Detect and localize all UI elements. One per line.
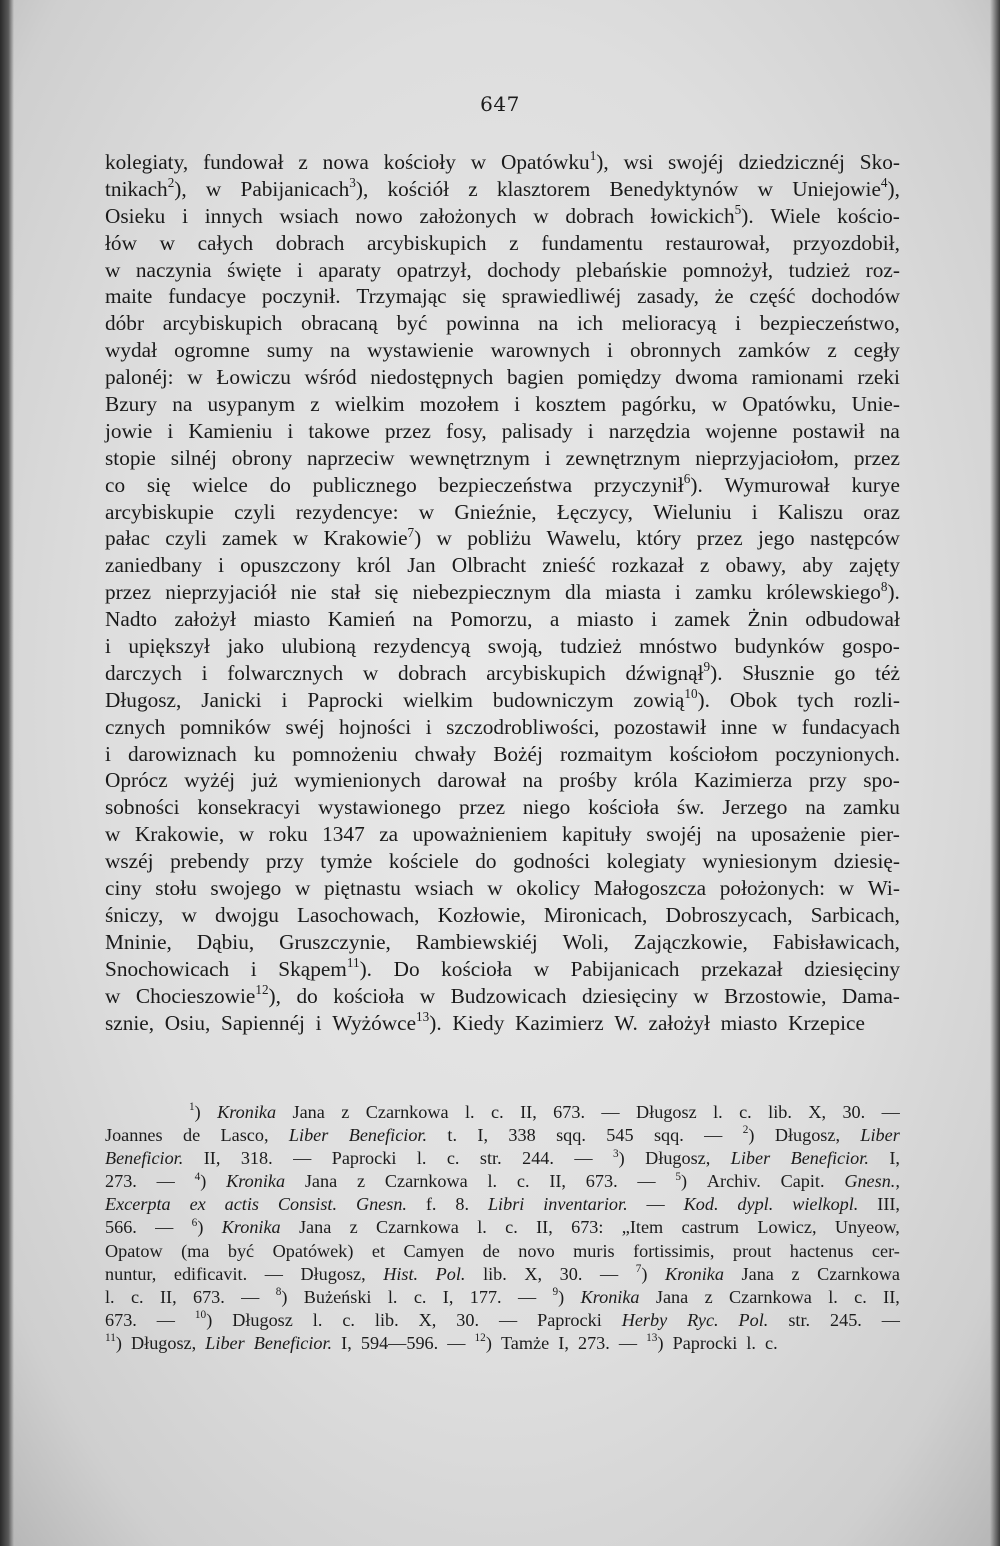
footnote-line: l. c. II, 673. — $^8$) Bużeński l. c. I, 177. — $^9$) Kronika Jana z Czarnkowa l. c. II, bbox=[105, 1286, 900, 1307]
text-line: zaniedbany i opuszczony król Jan Olbracht znieść rozkazał z obawy, aby zajęty bbox=[105, 553, 900, 578]
text-line: wydał ogromne sumy na wystawienie warownych i obronnych zamków z cegły bbox=[105, 338, 900, 363]
footnotes-block bbox=[105, 1101, 900, 1355]
footnote-line: nuntur, edificavit. — Długosz, Hist. Pol. lib. X, 30. — $^7$) Kronika Jana z Czarnkowa bbox=[105, 1263, 900, 1284]
text-line: pałac czyli zamek w Krakowie$^7$) w pobliżu Wawelu, który przez jego następców bbox=[105, 524, 900, 551]
text-line: i upiększył jako ulubioną rezydencyą swoją, tudzież mnóstwo budynków gospo- bbox=[105, 634, 900, 659]
footnote-line: Opatow (ma być Opatówek) et Camyen de novo muris fortissimis, prout hactenus cer- bbox=[105, 1240, 900, 1261]
text-line: dóbr arcybiskupich obracaną być powinna na ich melioracyą i bezpieczeństwo, bbox=[105, 311, 900, 336]
text-line: jowie i Kamieniu i takowe przez fosy, palisady i narzędzia wojenne postawił na bbox=[105, 418, 900, 443]
footnote-line: Excerpta ex actis Consist. Gnesn. f. 8. Libri inventarior. — Kod. dypl. wielkopl. III, bbox=[105, 1194, 900, 1215]
text-line: co się wielce do publicznego bezpieczeństwa przyczynił$^6$). Wymurował kurye bbox=[105, 470, 900, 497]
page-right-shadow bbox=[990, 0, 1000, 1546]
text-line: Bzury na usypanym z wielkim mozołem i kosztem pagórku, w Opatówku, Unie- bbox=[105, 392, 900, 417]
footnote-line: 273. — $^4$) Kronika Jana z Czarnkowa l. c. II, 673. — $^5$) Archiv. Capit. Gnesn., bbox=[105, 1170, 900, 1192]
text-line: w Chocieszowie$^{12}$), do kościoła w Budzowicach dziesięciny w Brzostowie, Dama- bbox=[105, 981, 900, 1008]
page-left-shadow bbox=[0, 0, 14, 1546]
page-number: 647 bbox=[480, 92, 520, 116]
footnote-line: Joannes de Lasco, Liber Beneficior. t. I, 338 sqq. 545 sqq. — $^2$) Długosz, Liber bbox=[105, 1124, 900, 1146]
text-line: sobności konsekracyi wystawionego przez niego kościoła św. Jerzego na zamku bbox=[105, 795, 900, 820]
text-line: Nadto założył miasto Kamień na Pomorzu, a miasto i zamek Żnin odbudował bbox=[105, 607, 900, 632]
text-line: wszéj prebendy przy tymże kościele do godności kolegiaty wyniesionym dziesię- bbox=[105, 849, 900, 874]
text-line: w naczynia święte i aparaty opatrzył, dochody plebańskie pomnożył, tudzież roz- bbox=[105, 257, 900, 282]
text-line: kolegiaty, fundował z nowa kościoły w Opatówku$^1$), wsi swojéj dziedzicznéj Sko- bbox=[105, 148, 900, 174]
text-line: przez nieprzyjaciół nie stał się niebezpiecznym dla miasta i zamku królewskiego$^8$). bbox=[105, 578, 900, 605]
text-line: palonéj: w Łowiczu wśród niedostępnych bagien pomiędzy dwoma ramionami rzeki bbox=[105, 365, 900, 390]
text-line: arcybiskupie czyli rezydencye: w Gnieźnie, Łęczycy, Wieluniu i Kaliszu oraz bbox=[105, 499, 900, 524]
main-text-block bbox=[105, 149, 900, 1036]
text-line: stopie silnéj obrony naprzeciw wewnętrznym i zewnętrznym nieprzyjaciołom, przez bbox=[105, 445, 900, 470]
text-line: Oprócz wyżéj już wymienionych darował na prośby króla Kazimierza przy spo- bbox=[105, 768, 900, 793]
text-line: w Krakowie, w roku 1347 za upoważnieniem kapituły swojéj na uposażenie pier- bbox=[105, 822, 900, 847]
text-line: tnikach$^2$), w Pabijanicach$^3$), kościół z klasztorem Benedyktynów w Uniejowie$^4$), bbox=[105, 175, 900, 201]
footnote-line: 673. — $^{10}$) Długosz l. c. lib. X, 30. — Paprocki Herby Ryc. Pol. str. 245. — bbox=[105, 1309, 900, 1330]
footnote-line: $^1$) Kronika Jana z Czarnkowa l. c. II, 673. — Długosz l. c. lib. X, 30. — bbox=[189, 1101, 900, 1122]
footnote-line: 566. — $^6$) Kronika Jana z Czarnkowa l. c. II, 673: „Item castrum Lowicz, Unyeow, bbox=[105, 1216, 900, 1238]
text-line: łów w całych dobrach arcybiskupich z fundamentu restaurował, przyozdobił, bbox=[105, 230, 900, 255]
text-line: cznych pomników swéj hojności i szczodrobliwości, pozostawił inne w fundacyach bbox=[105, 714, 900, 739]
text-line: maite fundacye poczynił. Trzymając się sprawiedliwéj zasady, że część dochodów bbox=[105, 284, 900, 309]
text-line: sznie, Osiu, Sapiennéj i Wyżówce$^{13}$). Kiedy Kazimierz W. założył miasto Krzepice bbox=[105, 1008, 865, 1035]
text-line: Mninie, Dąbiu, Gruszczynie, Rambiewskiéj Woli, Zajączkowie, Fabisławicach, bbox=[105, 929, 900, 954]
text-line: Snochowicach i Skąpem$^{11}$). Do kościoła w Pabijanicach przekazał dziesięciny bbox=[105, 954, 900, 981]
footnote-line: Beneficior. II, 318. — Paprocki l. c. str. 244. — $^3$) Długosz, Liber Beneficior. I, bbox=[105, 1147, 900, 1169]
text-line: i darowiznach ku pomnożeniu chwały Bożéj rozmaitym kościołom poczynionych. bbox=[105, 741, 900, 766]
text-line: Osieku i innych wsiach nowo założonych w dobrach łowickich$^5$). Wiele kościo- bbox=[105, 202, 900, 228]
text-line: śniczy, w dwojgu Lasochowach, Kozłowie, Mironicach, Dobroszycach, Sarbicach, bbox=[105, 902, 900, 927]
text-line: Długosz, Janicki i Paprocki wielkim budowniczym zowią$^{10}$). Obok tych rozli- bbox=[105, 686, 900, 712]
text-line: ciny stołu swojego w piętnastu wsiach w okolicy Małogoszcza położonych: w Wi- bbox=[105, 876, 900, 901]
text-line: darczych i folwarcznych w dobrach arcybiskupich dźwignął$^9$). Słusznie go téż bbox=[105, 659, 900, 685]
footnote-line: $^{11}$) Długosz, Liber Beneficior. I, 594—596. — $^{12}$) Tamże I, 273. — $^{13}$) Paprocki l. c. bbox=[105, 1332, 778, 1353]
